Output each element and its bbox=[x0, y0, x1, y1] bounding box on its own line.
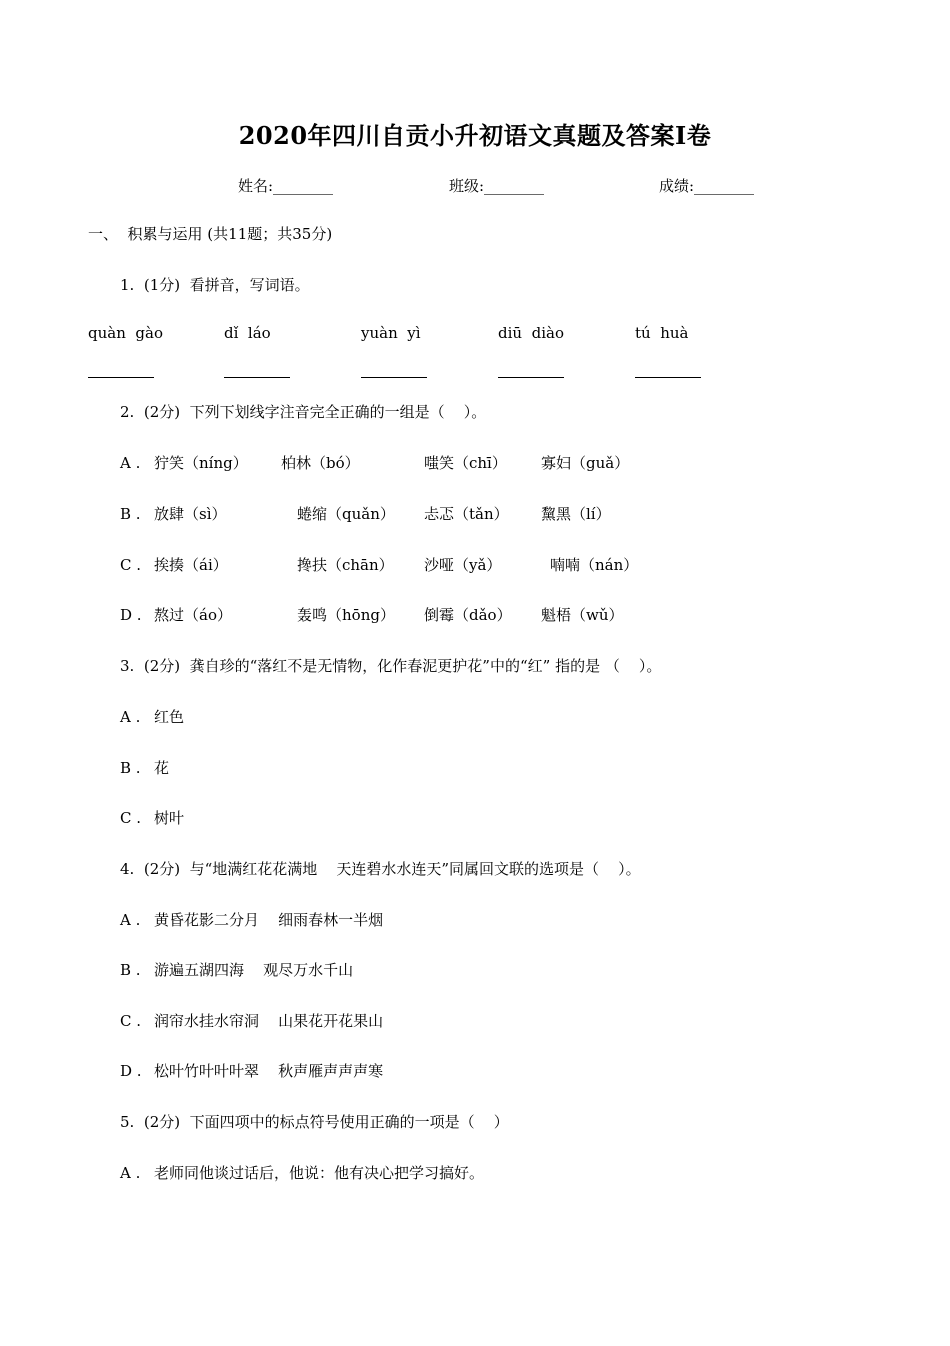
answer-blank-3[interactable] bbox=[361, 377, 427, 378]
option-item: 黧黑（lí） bbox=[541, 505, 611, 523]
option-label[interactable]: D . bbox=[120, 1062, 142, 1080]
option-item: 寡妇（guǎ） bbox=[541, 454, 630, 472]
option-text: 黄昏花影二分月 细雨春林一半烟 bbox=[154, 911, 384, 929]
option-label[interactable]: C . bbox=[120, 1012, 142, 1030]
option-item: 嗤笑（chī） bbox=[424, 454, 507, 472]
option-label[interactable]: C . bbox=[120, 809, 142, 827]
name-field: 姓名:________ bbox=[238, 177, 334, 195]
option-label[interactable]: A . bbox=[120, 911, 141, 929]
pinyin-2: dǐ láo bbox=[224, 324, 271, 342]
section-heading: 一、 积累与运用 (共11题；共35分) bbox=[88, 225, 333, 243]
pinyin-5: tú huà bbox=[635, 324, 689, 342]
option-label[interactable]: C . bbox=[120, 556, 142, 574]
answer-blank-1[interactable] bbox=[88, 377, 154, 378]
pinyin-1: quàn gào bbox=[88, 324, 163, 342]
option-text: 红色 bbox=[154, 708, 185, 726]
option-text: 树叶 bbox=[154, 809, 185, 827]
option-text: 松叶竹叶叶叶翠 秋声雁声声声寒 bbox=[154, 1062, 384, 1080]
option-text: 游遍五湖四海 观尽万水千山 bbox=[154, 961, 354, 979]
class-field: 班级:________ bbox=[449, 177, 545, 195]
option-item: 蜷缩（quǎn） bbox=[297, 505, 395, 523]
option-item: 轰鸣（hōng） bbox=[297, 606, 395, 624]
option-label[interactable]: B . bbox=[120, 961, 141, 979]
option-item: 挨揍（ái） bbox=[154, 556, 228, 574]
option-item: 忐忑（tǎn） bbox=[424, 505, 509, 523]
question-4-stem: 4. (2分) 与“地满红花花满地 天连碧水水连天”同属回文联的选项是（ ）。 bbox=[120, 860, 641, 878]
option-item: 狞笑（níng） bbox=[154, 454, 248, 472]
pinyin-3: yuàn yì bbox=[361, 324, 421, 342]
option-label[interactable]: A . bbox=[120, 454, 141, 472]
page-title: 2020年四川自贡小升初语文真题及答案I卷 bbox=[238, 121, 712, 150]
option-text: 老师同他谈过话后，他说：他有决心把学习搞好。 bbox=[154, 1164, 485, 1182]
question-5-stem: 5. (2分) 下面四项中的标点符号使用正确的一项是（ ） bbox=[120, 1113, 509, 1131]
option-item: 柏林（bó） bbox=[281, 454, 360, 472]
score-field: 成绩:________ bbox=[659, 177, 755, 195]
option-label[interactable]: A . bbox=[120, 1164, 141, 1182]
option-label[interactable]: B . bbox=[120, 505, 141, 523]
option-text: 润帘水挂水帘洞 山果花开花果山 bbox=[154, 1012, 384, 1030]
option-item: 放肆（sì） bbox=[154, 505, 227, 523]
option-label[interactable]: D . bbox=[120, 606, 142, 624]
answer-blank-4[interactable] bbox=[498, 377, 564, 378]
option-item: 搀扶（chān） bbox=[297, 556, 394, 574]
option-item: 沙哑（yǎ） bbox=[424, 556, 502, 574]
answer-blank-5[interactable] bbox=[635, 377, 701, 378]
question-3-stem: 3. (2分) 龚自珍的“落红不是无情物，化作春泥更护花”中的“红” 指的是 （ ）。 bbox=[120, 657, 662, 675]
option-label[interactable]: B . bbox=[120, 759, 141, 777]
option-label[interactable]: A . bbox=[120, 708, 141, 726]
question-2-stem: 2. (2分) 下列下划线字注音完全正确的一组是（ ）。 bbox=[120, 403, 487, 421]
option-item: 熬过（áo） bbox=[154, 606, 232, 624]
answer-blank-2[interactable] bbox=[224, 377, 290, 378]
option-text: 花 bbox=[154, 759, 170, 777]
question-1-stem: 1. (1分) 看拼音，写词语。 bbox=[120, 276, 310, 294]
option-item: 倒霉（dǎo） bbox=[424, 606, 512, 624]
option-item: 喃喃（nán） bbox=[550, 556, 639, 574]
option-item: 魁梧（wǔ） bbox=[541, 606, 624, 624]
pinyin-4: diū diào bbox=[498, 324, 564, 342]
